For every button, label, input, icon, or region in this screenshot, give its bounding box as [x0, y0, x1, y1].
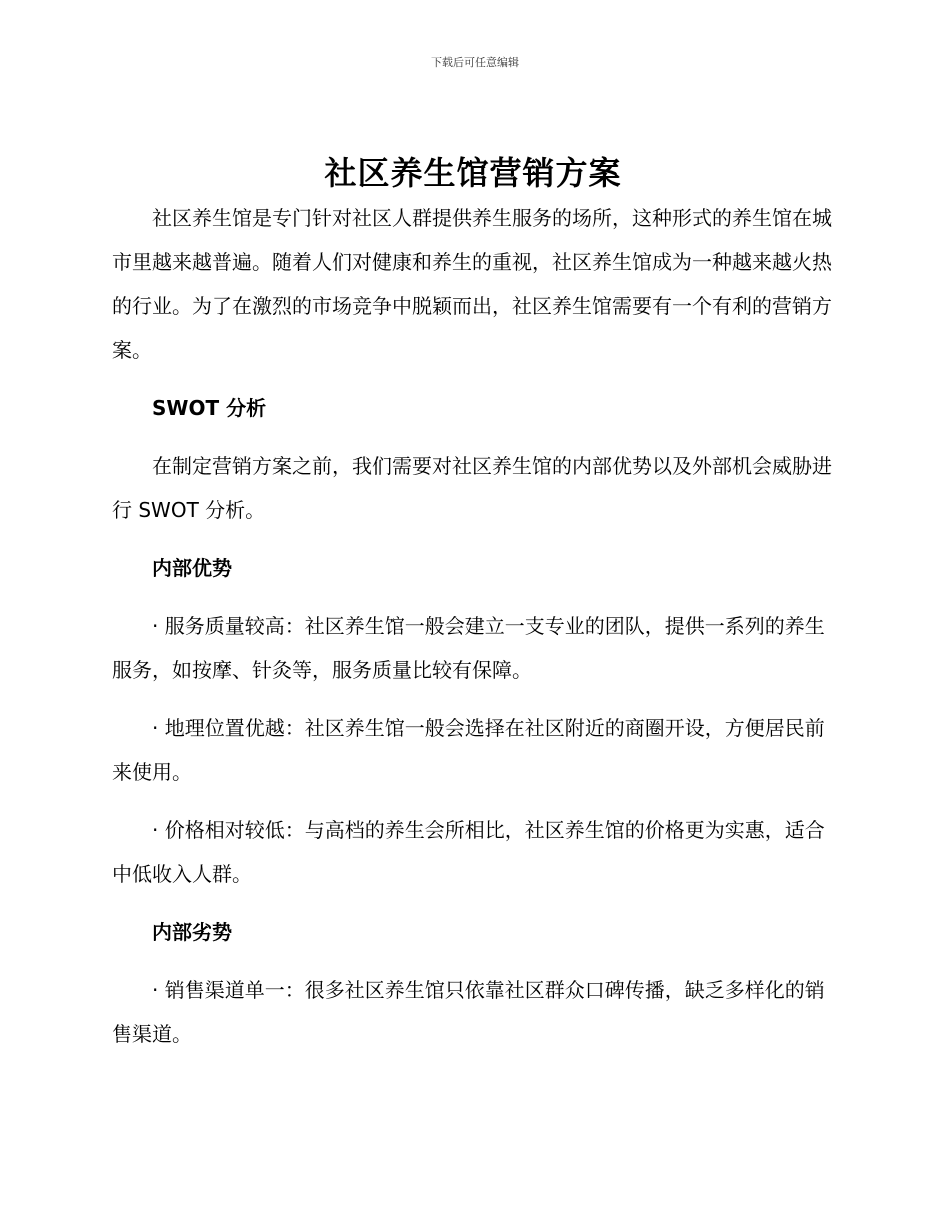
document-title: 社区养生馆营销方案: [324, 154, 622, 192]
swot-heading: SWOT 分析: [152, 396, 267, 420]
intro-paragraph: 社区养生馆是专门针对社区人群提供养生服务的场所，这种形式的养生馆在城市里越来越普遍。随着人们对健康和养生的重视，社区养生馆成为一种越来越火热的行业。为了在激烈的市场竞争中脱颖而出，社区养生馆需要有一个有利的营销方案。: [112, 206, 832, 362]
weakness-item: · 销售渠道单一：很多社区养生馆只依靠社区群众口碑传播，缺乏多样化的销售渠道。: [112, 978, 825, 1046]
strength-item: · 地理位置优越：社区养生馆一般会选择在社区附近的商圈开设，方便居民前来使用。: [112, 716, 825, 784]
page-header-note: 下载后可任意编辑: [431, 56, 519, 69]
weaknesses-heading: 内部劣势: [152, 920, 232, 944]
document-body: [112, 150, 834, 1070]
swot-intro-paragraph: 在制定营销方案之前，我们需要对社区养生馆的内部优势以及外部机会威胁进行 SWOT 分析。: [112, 454, 832, 522]
strength-item: · 服务质量较高：社区养生馆一般会建立一支专业的团队，提供一系列的养生服务，如按摩、针灸等，服务质量比较有保障。: [112, 614, 825, 682]
strength-item: · 价格相对较低：与高档的养生会所相比，社区养生馆的价格更为实惠，适合中低收入人群。: [112, 818, 825, 886]
strengths-heading: 内部优势: [152, 556, 232, 580]
